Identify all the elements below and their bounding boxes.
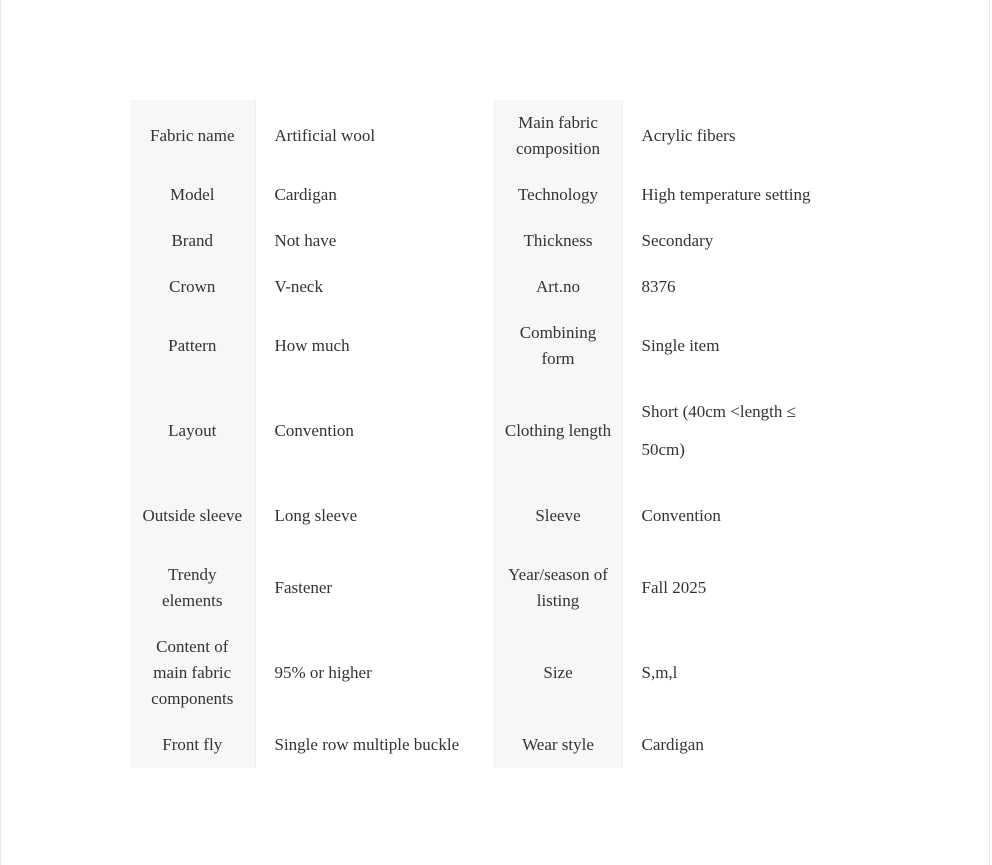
attribute-value: Secondary [641, 231, 714, 250]
attribute-key: Model [130, 172, 255, 218]
attribute-value: V-neck [274, 277, 323, 296]
attribute-key: Technology [494, 172, 622, 218]
attribute-key: Wear style [494, 722, 622, 768]
table-row [130, 480, 822, 552]
attribute-key: Clothing length [494, 382, 622, 480]
attribute-value: Fall 2025 [641, 578, 707, 597]
attribute-key: Size [494, 624, 622, 722]
attribute-key: Trendy elements [130, 552, 255, 624]
attribute-value: Single row multiple buckle [274, 735, 460, 754]
table-row [130, 218, 822, 264]
table-row [130, 624, 822, 722]
table-row [130, 310, 822, 382]
attribute-value: Convention [641, 506, 721, 525]
attribute-value: Single item [641, 336, 720, 355]
attribute-key: Sleeve [494, 480, 622, 552]
table-row [130, 264, 822, 310]
attribute-value: Long sleeve [274, 506, 358, 525]
attribute-value: Acrylic fibers [641, 126, 736, 145]
attribute-key: Layout [130, 382, 255, 480]
attribute-value: How much [274, 336, 350, 355]
attribute-key: Combining form [494, 310, 622, 382]
attribute-key: Year/season of listing [494, 552, 622, 624]
table-row [130, 172, 822, 218]
attribute-value: Not have [274, 231, 337, 250]
attribute-value: High temperature setting [641, 185, 811, 204]
attribute-value: Cardigan [274, 185, 337, 204]
attribute-key: Front fly [130, 722, 255, 768]
table-row [130, 100, 822, 172]
attribute-key: Thickness [494, 218, 622, 264]
attribute-key: Content of main fabric components [130, 624, 255, 722]
attribute-key: Outside sleeve [130, 480, 255, 552]
attribute-value: Short (40cm <length ≤ 50cm) [641, 402, 796, 459]
table-row [130, 382, 822, 480]
attribute-value: S,m,l [641, 663, 678, 682]
attribute-key: Art.no [494, 264, 622, 310]
attribute-value: Cardigan [641, 735, 704, 754]
attribute-value: Convention [274, 421, 354, 440]
attribute-value: 95% or higher [274, 663, 372, 682]
attribute-key: Crown [130, 264, 255, 310]
table-row [130, 722, 822, 768]
attribute-key: Brand [130, 218, 255, 264]
attribute-value: 8376 [641, 277, 676, 296]
product-attributes-table [130, 100, 822, 768]
table-row [130, 552, 822, 624]
attribute-key: Fabric name [130, 100, 255, 172]
attribute-value: Artificial wool [274, 126, 376, 145]
attribute-key: Pattern [130, 310, 255, 382]
attribute-value: Fastener [274, 578, 333, 597]
attribute-key: Main fabric composition [494, 100, 622, 172]
